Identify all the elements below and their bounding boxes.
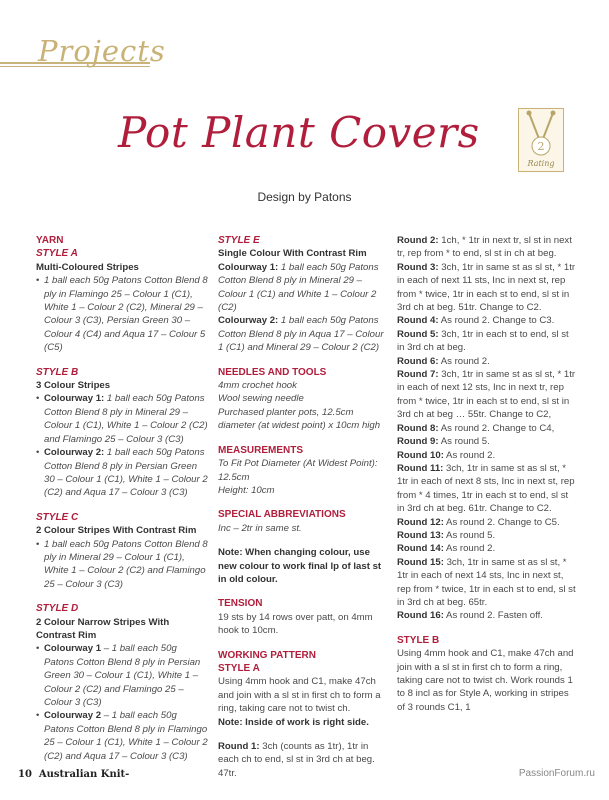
needles-item: Purchased planter pots, 12.5cm diameter (at widest point) x 10cm high xyxy=(218,406,381,432)
round-label: Round 11: xyxy=(397,462,444,474)
column-3 xyxy=(397,234,577,714)
style-e-colourway-1 xyxy=(218,261,390,315)
style-e-colourway-2 xyxy=(218,314,390,354)
round-label: Round 7: xyxy=(397,369,439,381)
working-intro: Using 4mm hook and C1, make 47ch and join with a sl st in first ch to form a ring, taking care not to twist ch. xyxy=(218,676,381,715)
style-c-yarn: • 1 ball each 50g Patons Cotton Blend 8 ply in Mineral 29 – Colour 1 (C1), White 1 – Colour 2 (C2) and Flamingo 25 – Colour 3 (C3) xyxy=(36,538,208,592)
round-15 xyxy=(397,556,577,610)
round-5 xyxy=(397,328,577,355)
round-text: As round 5. xyxy=(438,436,490,448)
round-label: Round 16: xyxy=(397,610,444,622)
style-b-subheading: 3 Colour Stripes xyxy=(36,380,111,392)
round-label: Round 8: xyxy=(397,422,439,434)
round-4 xyxy=(397,314,577,327)
measurements-heading: MEASUREMENTS xyxy=(218,444,304,456)
round-text: As round 2. Change to C5. xyxy=(443,516,560,528)
round-label: Round 9: xyxy=(397,436,439,448)
colourway-text: 1 ball each 50g Patons Cotton Blend 8 ply in Aqua 17 – Colour 1 (C1) and Mineral 29 – Colour 2 (C2) xyxy=(218,315,384,354)
watermark: PassionForum.ru xyxy=(518,768,595,779)
round-text: As round 5. xyxy=(443,529,496,541)
round-text: 3ch, 1tr in same st as sl st, * 1tr in each of next 12 sts, Inc in next tr, rep from * twice, 1tr in each st to end, sl st in 3rd ch at beg … 55tr. Change to C2, xyxy=(397,369,576,421)
round-text: As round 2. xyxy=(443,543,496,555)
rating-label: Rating xyxy=(527,159,555,168)
needles-heading: NEEDLES AND TOOLS xyxy=(218,366,327,378)
colourway-text: – 1 ball each 50g Patons Cotton Blend 8 ply in Persian Green 30 – Colour 1 (C1), White 1 – Colour 2 (C2) and Flamingo 25 – Colour 3 (C3) xyxy=(44,643,201,708)
colourway-label: Colourway 1: xyxy=(44,393,105,405)
colourway-label: Colourway 1: xyxy=(218,261,279,273)
tension-heading: TENSION xyxy=(218,598,263,610)
round-text: 3ch, 1tr in each st to end, sl st in 3rd ch at beg. xyxy=(397,328,569,354)
round-7-9 xyxy=(397,368,577,448)
round-label: Round 6: xyxy=(397,355,439,367)
style-d-colourway-1 xyxy=(36,642,208,709)
round-text: 3ch, 1tr in same st as sl st, * 1tr in each of next 11 sts, Inc in next st, rep from * twice, 1tr in each st to end, sl st in 3rd ch at beg. 51tr. Change to C2. xyxy=(397,261,576,314)
page-footer xyxy=(18,769,129,780)
round-2 xyxy=(397,234,577,261)
round-14 xyxy=(397,542,577,555)
needles-item: Wool sewing needle xyxy=(218,393,304,405)
round-label: Round 1: xyxy=(218,741,260,752)
round-text: 3ch (counts as 1tr), 1tr in each ch to end, sl st in 3rd ch at beg. 47tr. xyxy=(218,741,375,779)
yarn-heading: YARN xyxy=(36,235,64,246)
style-d-subheading: 2 Colour Narrow Stripes With Contrast Rim xyxy=(36,616,170,641)
round-1 xyxy=(218,740,390,780)
colour-change-note: Note: When changing colour, use new colour to work final lp of last st in old colour. xyxy=(218,547,382,585)
round-label: Round 2: xyxy=(397,235,439,246)
colourway-text: – 1 ball each 50g Patons Cotton Blend 8 ply in Flamingo 25 – Colour 1 (C1), White 1 – Colour 2 (C2) and Aqua 17 – Colour 3 (C3) xyxy=(44,710,208,762)
rating-value: 2 xyxy=(537,140,545,153)
knitting-needles-icon xyxy=(519,109,563,159)
style-d-heading: STYLE D xyxy=(36,603,79,615)
needles-item: 4mm crochet hook xyxy=(218,380,297,392)
round-label: Round 10: xyxy=(397,449,444,461)
section-label: Projects xyxy=(38,34,166,68)
style-b-colourway-1 xyxy=(36,392,208,446)
round-text: 1ch, * 1tr in next tr, sl st in next tr, rep from * to end, sl st in ch at beg. xyxy=(397,235,572,260)
style-b-working-text: Using 4mm hook and C1, make 47ch and join with a sl st in first ch to form a ring, taking care not to twist ch. Work rounds 1 to 8 incl as for Style A, working in stripes of 3 rounds C1, 1 xyxy=(397,648,574,713)
round-10 xyxy=(397,449,577,462)
round-text: As round 2. Change to C4, xyxy=(438,422,555,434)
byline: Design by Patons xyxy=(257,190,352,204)
round-text: As round 2. Change to C3. xyxy=(438,315,555,327)
style-d-colourway-2 xyxy=(36,709,208,763)
style-a-yarn: • 1 ball each 50g Patons Cotton Blend 8 ply in Flamingo 25 – Colour 1 (C1), White 1 – Colour 2 (C2), Mineral 29 – Colour 3 (C3), Persian Green 30 – Colour 4 (C4) and Aqua 17 – Colour 5 (C5) xyxy=(36,274,208,354)
round-16 xyxy=(397,609,577,622)
style-a-heading: STYLE A xyxy=(36,248,78,260)
round-label: Round 15: xyxy=(397,556,444,568)
round-text: 3ch, 1tr in same st as sl st, * 1tr in each of next 14 sts, Inc in next st, rep from * twice, 1tr in each st to end, sl st in 3rd ch at beg. 65tr. xyxy=(397,556,576,608)
round-text: As round 2. Fasten off. xyxy=(443,610,543,622)
round-12 xyxy=(397,516,577,529)
abbreviation-item: Inc – 2tr in same st. xyxy=(218,522,302,534)
page-title: Pot Plant Covers xyxy=(118,108,480,157)
round-text: As round 2. xyxy=(443,449,496,461)
working-note: Note: Inside of work is right side. xyxy=(218,716,369,728)
page-number: 10 xyxy=(18,769,32,780)
round-11 xyxy=(397,462,577,516)
round-3 xyxy=(397,261,577,315)
round-label: Round 12: xyxy=(397,516,444,528)
colourway-label: Colourway 1 xyxy=(44,643,102,655)
column-1 xyxy=(36,234,208,763)
column-2 xyxy=(218,234,390,780)
round-label: Round 4: xyxy=(397,315,439,327)
measurements-item: To Fit Pot Diameter (At Widest Point): 12.5cm xyxy=(218,458,378,483)
style-c-subheading: 2 Colour Stripes With Contrast Rim xyxy=(36,525,197,537)
style-b-colourway-2 xyxy=(36,446,208,500)
style-a-subheading: Multi-Coloured Stripes xyxy=(36,261,139,273)
colourway-text: 1 ball each 50g Patons Cotton Blend 8 ply in Mineral 29 – Colour 1 (C1) and White 1 – Colour 2 (C2) xyxy=(218,261,379,314)
tension-text: 19 sts by 14 rows over patt, on 4mm hook to 10cm. xyxy=(218,611,373,637)
round-label: Round 14: xyxy=(397,543,444,555)
round-13 xyxy=(397,529,577,542)
round-label: Round 3: xyxy=(397,261,439,273)
round-label: Round 5: xyxy=(397,328,439,340)
working-pattern-heading: WORKING PATTERN xyxy=(218,649,316,661)
working-style-a-heading: STYLE A xyxy=(218,662,260,674)
style-e-subheading: Single Colour With Contrast Rim xyxy=(218,248,367,260)
style-e-heading: STYLE E xyxy=(218,235,260,246)
style-b-heading: STYLE B xyxy=(36,366,79,378)
measurements-item: Height: 10cm xyxy=(218,484,275,496)
colourway-label: Colourway 2: xyxy=(218,315,279,327)
style-c-heading: STYLE C xyxy=(36,511,79,523)
colourway-label: Colourway 2: xyxy=(44,447,105,459)
round-text: As round 2. xyxy=(438,355,490,367)
round-label: Round 13: xyxy=(397,529,444,541)
colourway-label: Colourway 2 xyxy=(44,710,102,722)
round-text: 3ch, 1tr in same st as sl st, * 1tr in each of next 8 sts, Inc in next st, rep from * 4 times, 1tr in each st to end, sl st in 3rd ch at beg. 61tr. Change to C2. xyxy=(397,462,575,515)
colourway-text: 1 ball each 50g Patons Cotton Blend 8 ply in Persian Green 30 – Colour 1 (C1), White 1 – Colour 2 (C2) and Aqua 17 – Colour 3 (C3) xyxy=(44,447,208,499)
colourway-text: 1 ball each 50g Patons Cotton Blend 8 ply in Mineral 29 – Colour 1 (C1), White 1 – Colour 2 (C2) and Flamingo 25 – Colour 3 (C3) xyxy=(44,393,208,445)
abbreviations-heading: SPECIAL ABBREVIATIONS xyxy=(218,509,346,521)
magazine-name: Australian Knit- xyxy=(38,769,130,780)
round-6 xyxy=(397,355,577,368)
style-b-working-heading: STYLE B xyxy=(397,634,440,646)
rating-badge xyxy=(518,108,564,172)
